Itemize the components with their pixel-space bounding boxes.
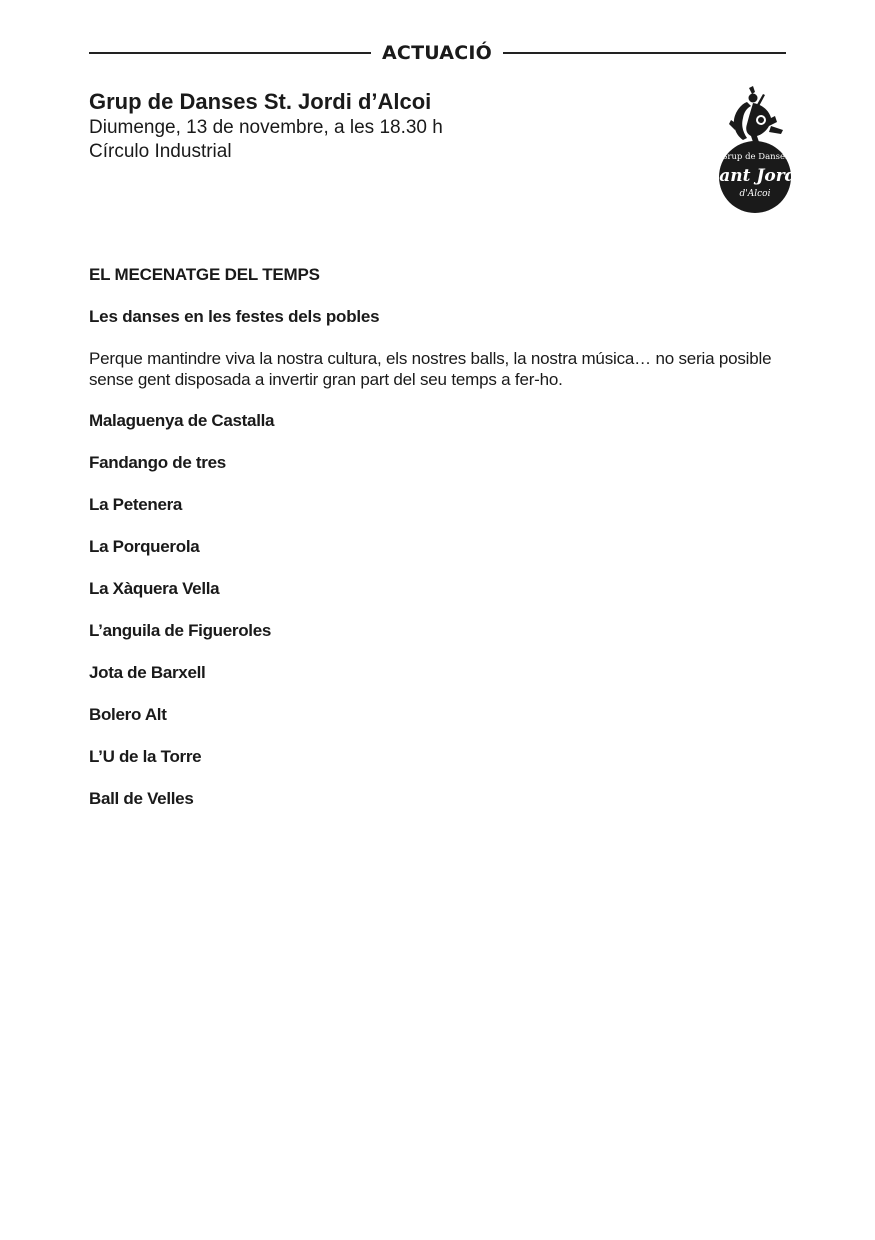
header-rule-right — [503, 52, 786, 54]
header-rule-left — [89, 52, 371, 54]
logo-text-line2: Sant Jordi — [706, 166, 804, 186]
program-title: EL MECENATGE DEL TEMPS — [89, 265, 320, 284]
logo-text-line3: d'Alcoi — [739, 189, 771, 199]
event-info — [89, 88, 649, 164]
section-header-label: ACTUACIÓ — [382, 42, 492, 64]
list-item: L’anguila de Figueroles — [89, 621, 272, 640]
program-content — [89, 264, 789, 830]
list-item: L’U de la Torre — [89, 747, 202, 766]
dance-list — [89, 410, 789, 810]
list-item: La Xàquera Vella — [89, 579, 220, 598]
list-item: La Petenera — [89, 495, 183, 514]
list-item: Ball de Velles — [89, 789, 194, 808]
list-item: Bolero Alt — [89, 705, 167, 724]
list-item: Malaguenya de Castalla — [89, 411, 275, 430]
section-header — [89, 40, 786, 66]
list-item: Jota de Barxell — [89, 663, 206, 682]
program-description: Perque mantindre viva la nostra cultura, els nostres balls, la nostra música… no seria posible sense gent disposada a invertir gran part del seu temps a fer-ho. — [89, 349, 772, 389]
logo-text-line1: Grup de Danses — [720, 152, 790, 162]
event-venue: Círculo Industrial — [89, 141, 232, 162]
group-logo — [706, 86, 804, 214]
event-title: Grup de Danses St. Jordi d’Alcoi — [89, 89, 432, 114]
event-date: Diumenge, 13 de novembre, a les 18.30 h — [89, 117, 443, 138]
list-item: Fandango de tres — [89, 453, 226, 472]
list-item: La Porquerola — [89, 537, 200, 556]
program-subtitle: Les danses en les festes dels pobles — [89, 307, 380, 326]
